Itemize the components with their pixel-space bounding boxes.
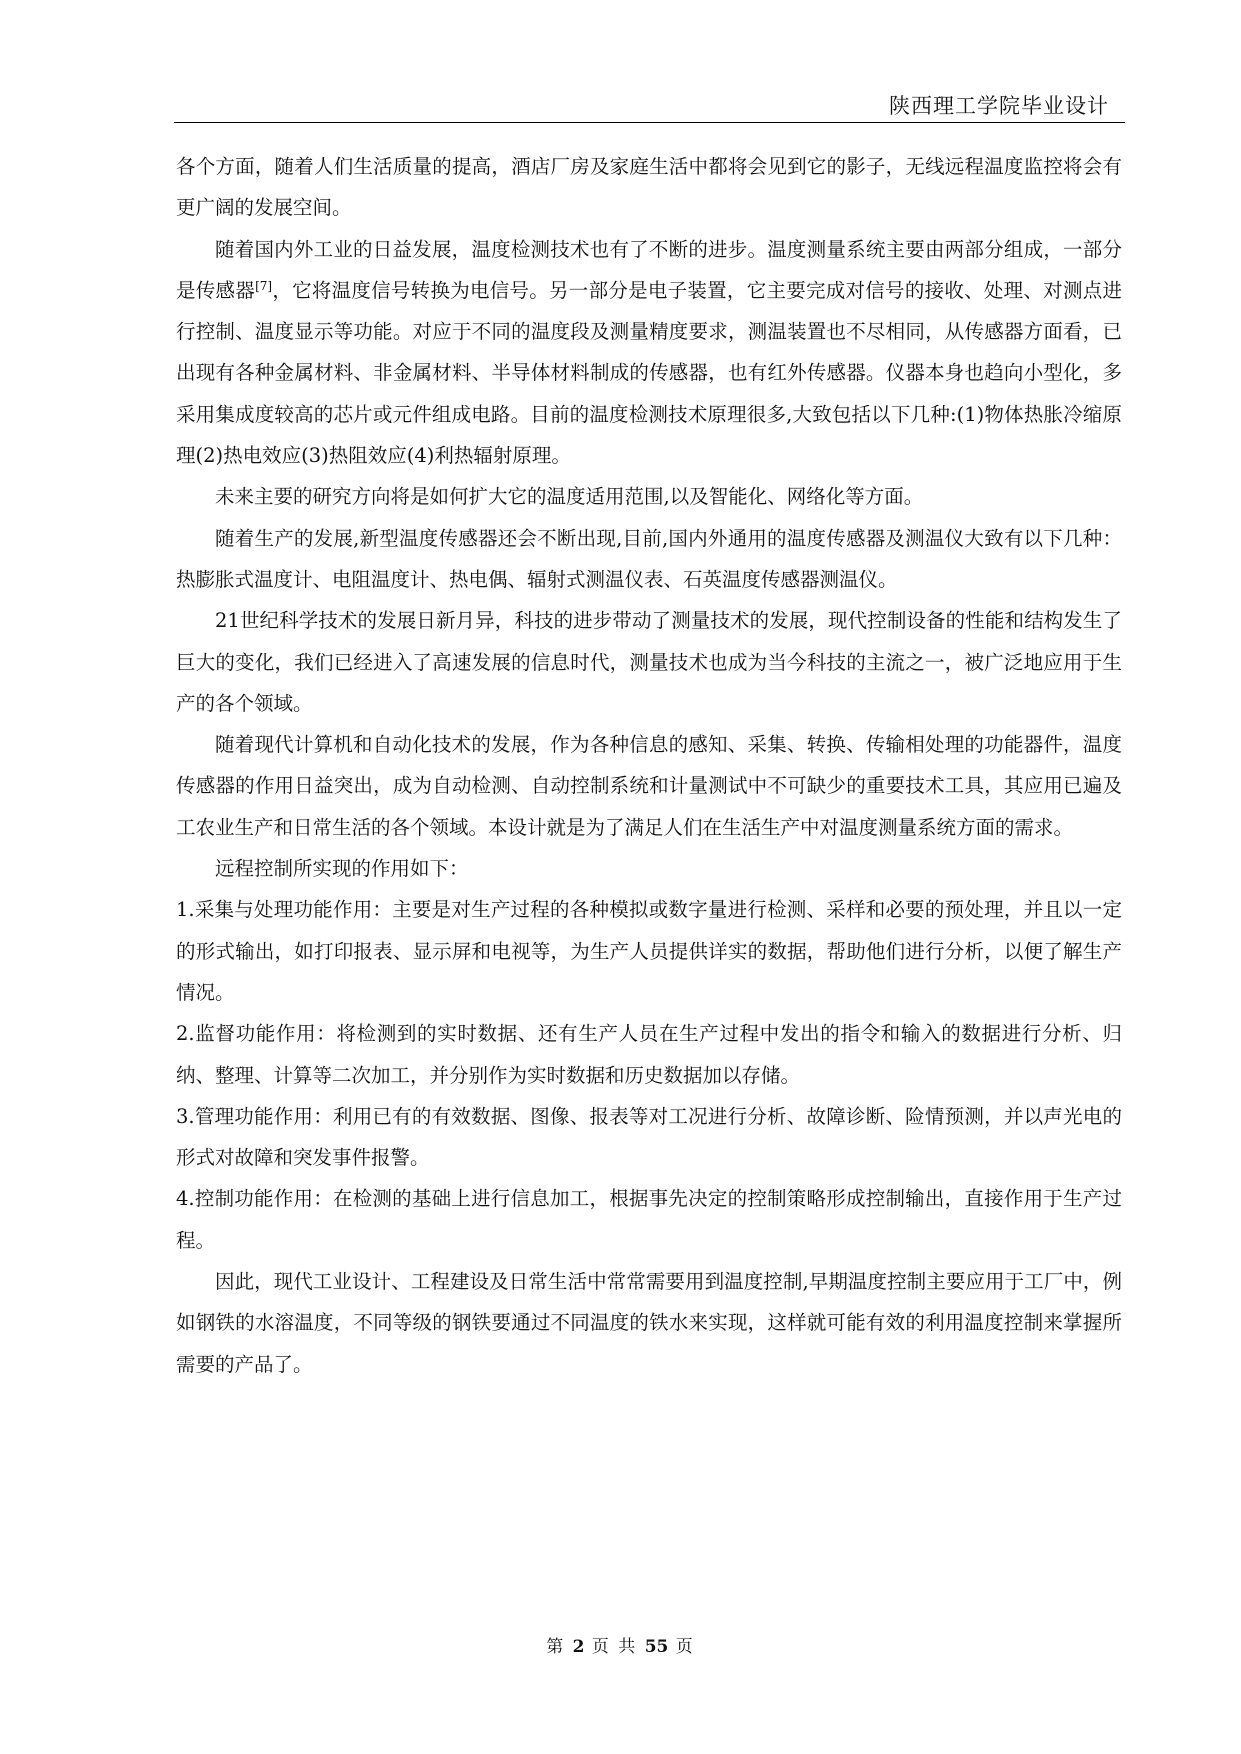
list-item-3: 3.管理功能作用：利用已有的有效数据、图像、报表等对工况进行分析、故障诊断、险情预测，并以声光电的形式对故障和突发事件报警。 <box>176 1104 1122 1170</box>
total-pages: 55 <box>644 1637 669 1657</box>
list-item-4: 4.控制功能作用：在检测的基础上进行信息加工，根据事先决定的控制策略形成控制输出，直接作用于生产过程。 <box>176 1187 1122 1252</box>
paragraph-2-part-a: 随着国内外工业的日益发展，温度检测技术也有了不断的进步。温度测量系统主要由两部分组成，一部分是传感器 <box>176 237 1122 302</box>
header-title: 陕西理工学院毕业设计 <box>889 94 1109 118</box>
paragraph-6: 随着现代计算机和自动化技术的发展，作为各种信息的感知、采集、转换、传输相处理的功能器件，温度传感器的作用日益突出，成为自动检测、自动控制系统和计量测试中不可缺少的重要技术工具，其应用已遍及工农业生产和日常生活的各个领域。本设计就是为了满足人们在生活生产中对温度测量系统方面的需求。 <box>176 733 1122 839</box>
paragraph-4: 随着生产的发展,新型温度传感器还会不断出现,目前,国内外通用的温度传感器及测温仪大致有以下几种： 热膨胀式温度计、电阻温度计、热电偶、辐射式测温仪表、石英温度传感器测温仪。 <box>176 526 1122 591</box>
footer-prefix: 第 <box>546 1637 566 1657</box>
citation-ref: [7] <box>255 278 273 293</box>
body-text <box>176 146 1122 1385</box>
paragraph-2 <box>176 229 1122 477</box>
list-item-1: 1.采集与处理功能作用：主要是对生产过程的各种模拟或数字量进行检测、采样和必要的预处理，并且以一定的形式输出，如打印报表、显示屏和电视等，为生产人员提供详实的数据，帮助他们进行分析，以便了解生产情况。 <box>176 898 1122 1004</box>
footer-middle: 页 共 <box>591 1637 638 1657</box>
footer-suffix: 页 <box>675 1637 695 1657</box>
paragraph-3: 未来主要的研究方向将是如何扩大它的温度适用范围,以及智能化、网络化等方面。 <box>215 485 924 509</box>
paragraph-1: 各个方面，随着人们生活质量的提高，酒店厂房及家庭生活中都将会见到它的影子，无线远程温度监控将会有更广阔的发展空间。 <box>176 155 1122 220</box>
page-header <box>174 88 1125 123</box>
page-footer <box>0 1632 1241 1657</box>
paragraph-8: 因此，现代工业设计、工程建设及日常生活中常常需要用到温度控制,早期温度控制主要应用于工厂中，例如钢铁的水溶温度，不同等级的钢铁要通过不同温度的铁水来实现，这样就可能有效的利用温度控制来掌握所需要的产品了。 <box>176 1270 1122 1376</box>
paragraph-7: 远程控制所实现的作用如下： <box>215 857 469 881</box>
paragraph-5: 21世纪科学技术的发展日新月异，科技的进步带动了测量技术的发展，现代控制设备的性能和结构发生了巨大的变化，我们已经进入了高速发展的信息时代，测量技术也成为当今科技的主流之一，被广泛地应用于生产的各个领域。 <box>176 609 1122 715</box>
paragraph-2-part-b: ，它将温度信号转换为电信号。另一部分是电子装置，它主要完成对信号的接收、处理、对测点进行控制、温度显示等功能。对应于不同的温度段及测量精度要求，测温装置也不尽相同，从传感器方面看，已出现有各种金属材料、非金属材料、半导体材料制成的传感器，也有红外传感器。仪器本身也趋向小型化，多采用集成度较高的芯片或元件组成电路。目前的温度检测技术原理很多,大致包括以下几种:(1)物体热胀冷缩原理(2)热电效应(3)热阻效应(4)利热辐射原理。 <box>176 278 1122 468</box>
list-item-2: 2.监督功能作用：将检测到的实时数据、还有生产人员在生产过程中发出的指令和输入的数据进行分析、归纳、整理、计算等二次加工，并分别作为实时数据和历史数据加以存储。 <box>176 1022 1122 1087</box>
page-number: 2 <box>572 1637 585 1657</box>
